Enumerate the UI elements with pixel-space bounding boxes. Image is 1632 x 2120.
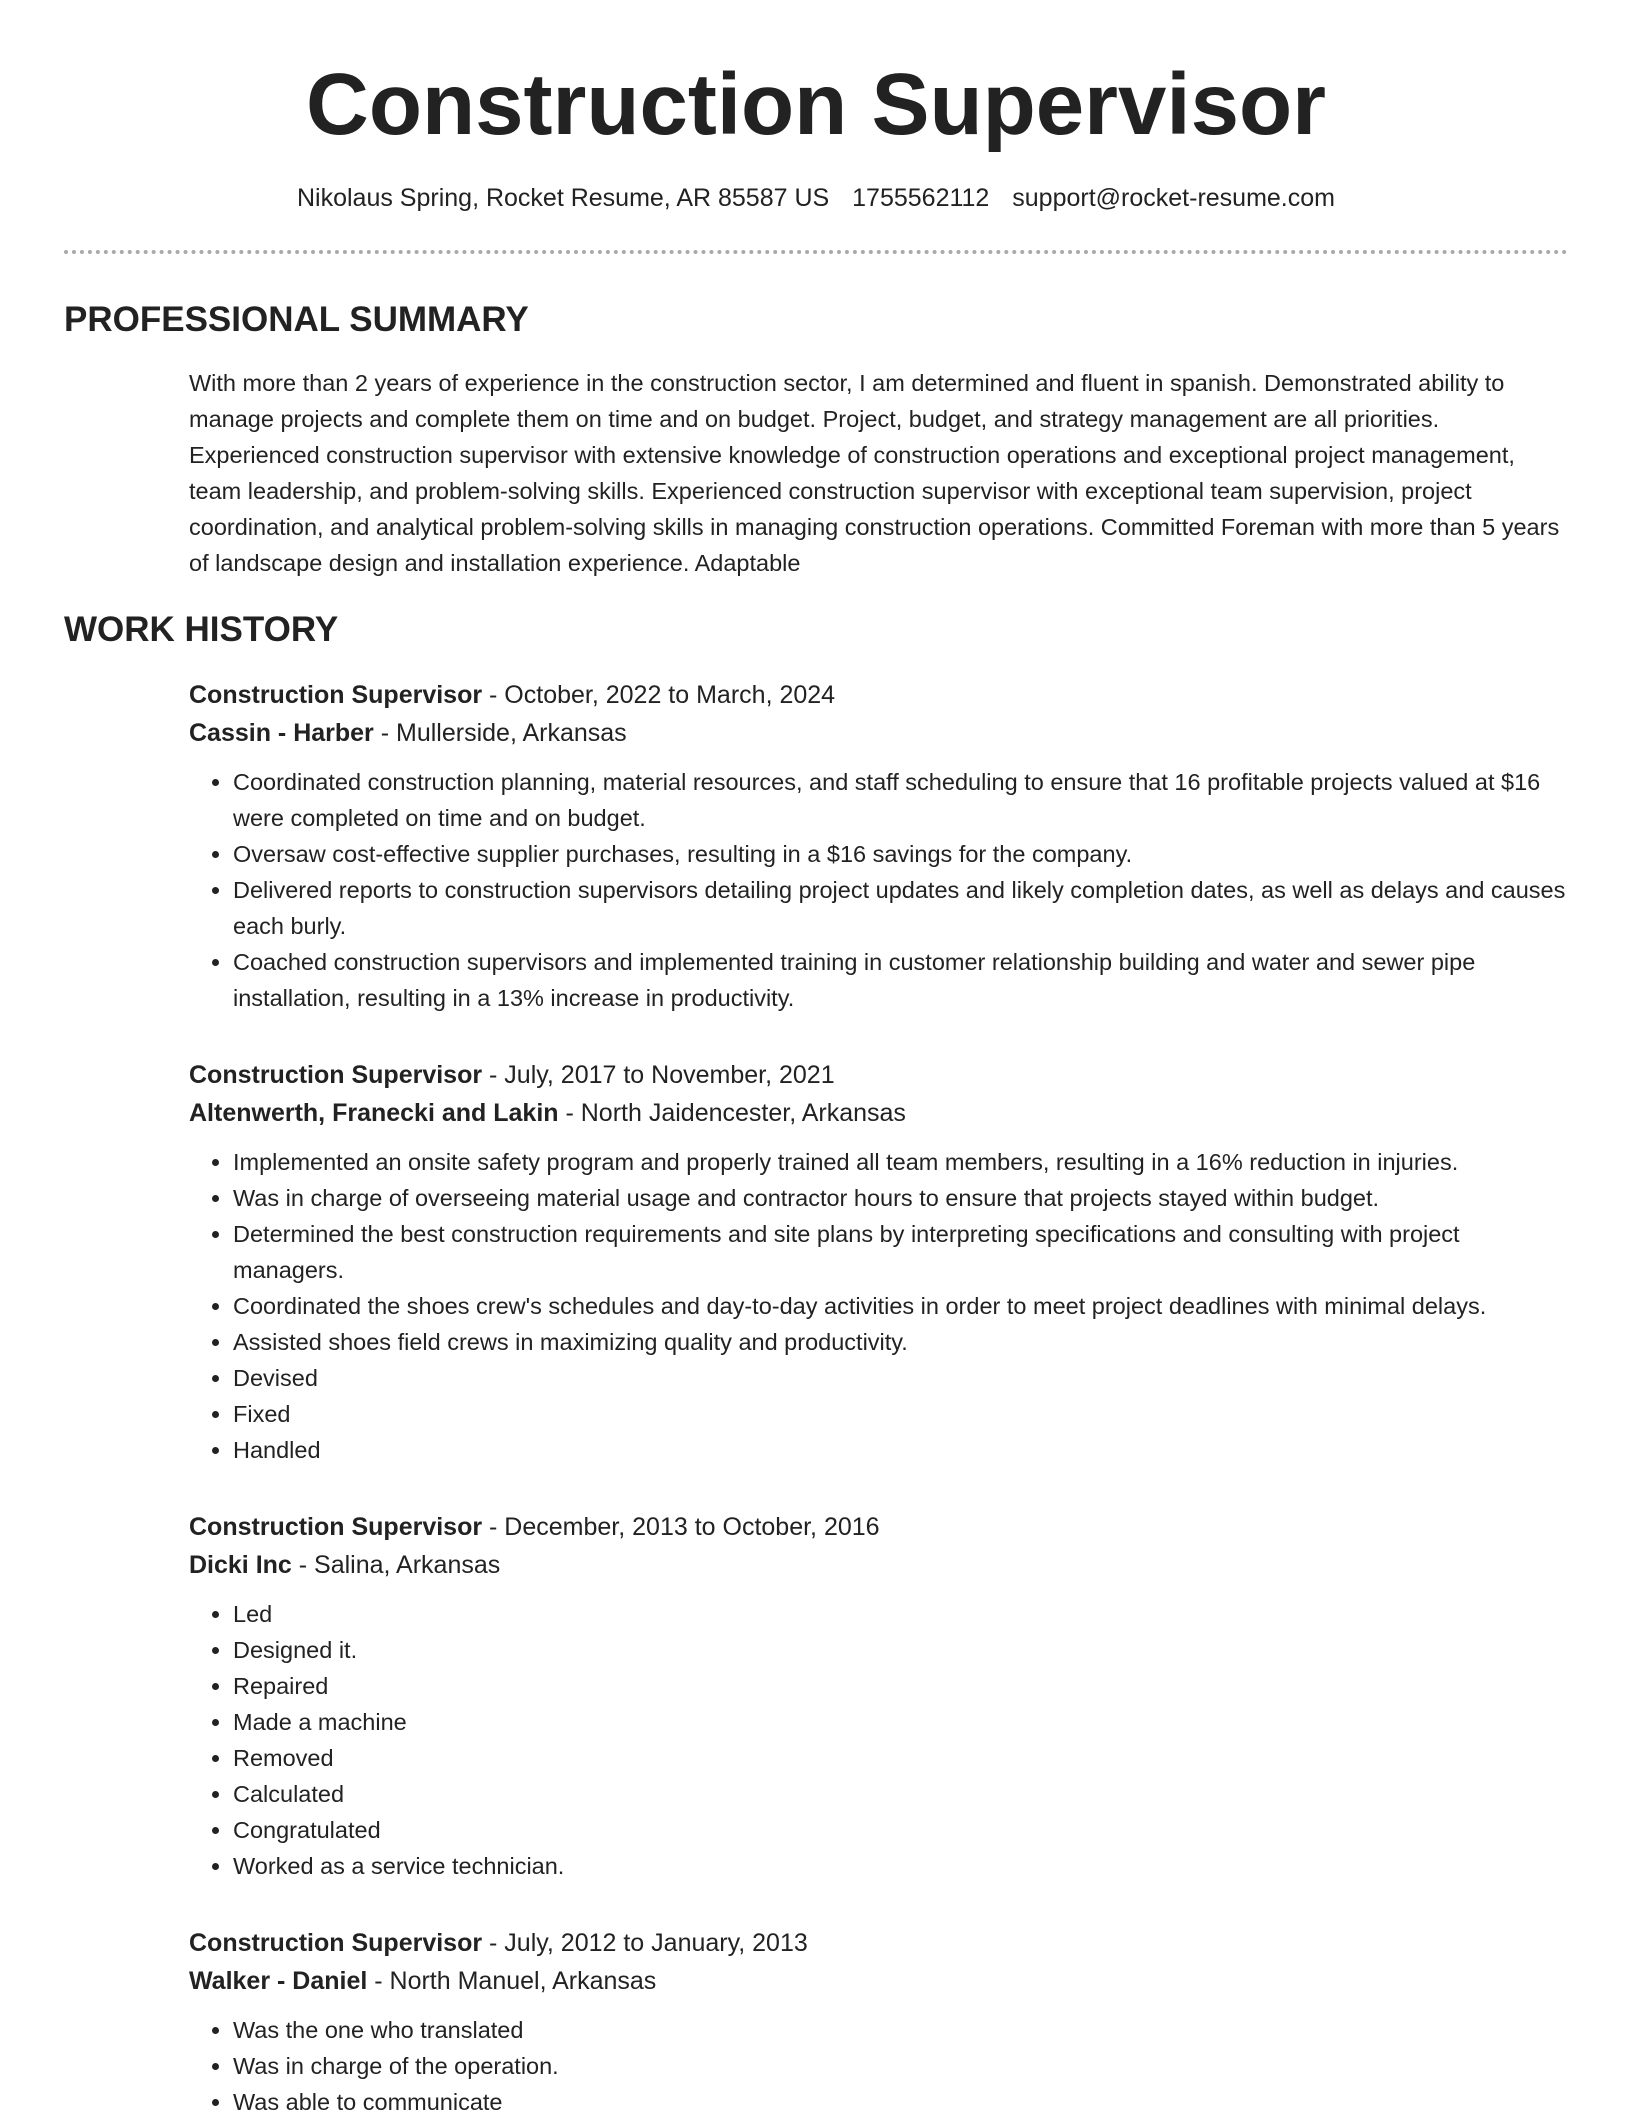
job-bullet: • Was in charge of the operation. (233, 2048, 1569, 2084)
job-company-line (189, 714, 1569, 752)
header-divider (64, 250, 1568, 254)
job-bullet: • Handled (233, 1432, 1569, 1468)
contact-line (0, 181, 1632, 215)
job-entry (189, 1056, 1569, 1468)
job-dates: - October, 2022 to March, 2024 (482, 681, 836, 709)
job-entry (189, 1508, 1569, 1884)
job-bullet: • Assisted shoes field crews in maximizing quality and productivity. (233, 1324, 1569, 1360)
job-title-line (189, 1508, 1569, 1546)
job-dates: - July, 2017 to November, 2021 (482, 1061, 835, 1089)
job-title-line (189, 1056, 1569, 1094)
job-entry (189, 676, 1569, 1016)
job-location: - Salina, Arkansas (291, 1551, 501, 1579)
job-bullets (189, 2012, 1569, 2120)
job-location: - North Manuel, Arkansas (367, 1967, 657, 1995)
job-title-line (189, 676, 1569, 714)
job-bullet: • Devised (233, 1360, 1569, 1396)
job-company-line (189, 1546, 1569, 1584)
job-company: Altenwerth, Franecki and Lakin (189, 1099, 559, 1127)
job-title: Construction Supervisor (189, 1929, 483, 1957)
job-bullet: • Repaired (233, 1668, 1569, 1704)
job-bullet: • Removed (233, 1740, 1569, 1776)
job-bullets (189, 764, 1569, 1016)
job-bullet: • Congratulated (233, 1812, 1569, 1848)
job-company: Dicki Inc (189, 1551, 292, 1579)
job-location: - North Jaidencester, Arkansas (558, 1099, 906, 1127)
job-bullet: • Implemented an onsite safety program and properly trained all team members, resulting in a 16% reduction in injuries. (233, 1144, 1569, 1180)
job-title: Construction Supervisor (189, 1061, 483, 1089)
job-bullet: • Fixed (233, 1396, 1569, 1432)
job-bullet: • Made a machine (233, 1704, 1569, 1740)
job-bullets (189, 1144, 1569, 1468)
job-bullet: • Calculated (233, 1776, 1569, 1812)
job-bullets (189, 1596, 1569, 1884)
job-bullet: • Delivered reports to construction supervisors detailing project updates and likely completion dates, as well as delays and causes each burly. (233, 872, 1569, 944)
job-dates: - July, 2012 to January, 2013 (482, 1929, 808, 1957)
job-entry (189, 1924, 1569, 2120)
job-title-line (189, 1924, 1569, 1962)
job-bullet: • Was able to communicate (233, 2084, 1569, 2120)
job-location: - Mullerside, Arkansas (373, 719, 627, 747)
job-bullet: • Coordinated construction planning, material resources, and staff scheduling to ensure that 16 profitable projects valued at $16 were completed on time and on budget. (233, 764, 1569, 836)
summary-heading: PROFESSIONAL SUMMARY (64, 300, 529, 339)
job-company-line (189, 1094, 1569, 1132)
job-company-line (189, 1962, 1569, 2000)
job-bullet: • Led (233, 1596, 1569, 1632)
job-bullet: • Coordinated the shoes crew's schedules and day-to-day activities in order to meet project deadlines with minimal delays. (233, 1288, 1569, 1324)
job-title: Construction Supervisor (189, 681, 483, 709)
job-company: Cassin - Harber (189, 719, 374, 747)
job-company: Walker - Daniel (189, 1967, 368, 1995)
summary-text: With more than 2 years of experience in the construction sector, I am determined and fluent in spanish. Demonstrated ability to manage projects and complete them on time and on budget. Project, budget, and strategy management are all priorities. Experienced construction supervisor with extensive knowledge of construction operations and exceptional project management, team leadership, and problem-solving skills. Experienced construction supervisor with exceptional team supervision, project coordination, and analytical problem-solving skills in managing construction operations. Committed Foreman with more than 5 years of landscape design and installation experience. Adaptable (189, 370, 1560, 576)
work-history-heading: WORK HISTORY (64, 610, 339, 649)
contact-email: support@rocket-resume.com (1012, 184, 1335, 212)
contact-address: Nikolaus Spring, Rocket Resume, AR 85587 US (296, 184, 830, 212)
job-bullet: • Worked as a service technician. (233, 1848, 1569, 1884)
job-bullet: • Oversaw cost-effective supplier purchases, resulting in a $16 savings for the company. (233, 836, 1569, 872)
job-bullet: • Was the one who translated (233, 2012, 1569, 2048)
job-dates: - December, 2013 to October, 2016 (482, 1513, 880, 1541)
resume-title: Construction Supervisor (306, 56, 1326, 153)
job-bullet: • Was in charge of overseeing material usage and contractor hours to ensure that projects stayed within budget. (233, 1180, 1569, 1216)
job-bullet: • Determined the best construction requirements and site plans by interpreting specifications and consulting with project managers. (233, 1216, 1569, 1288)
job-title: Construction Supervisor (189, 1513, 483, 1541)
contact-phone: 1755562112 (852, 184, 990, 212)
job-bullet: • Designed it. (233, 1632, 1569, 1668)
job-bullet: • Coached construction supervisors and implemented training in customer relationship building and water and sewer pipe installation, resulting in a 13% increase in productivity. (233, 944, 1569, 1016)
